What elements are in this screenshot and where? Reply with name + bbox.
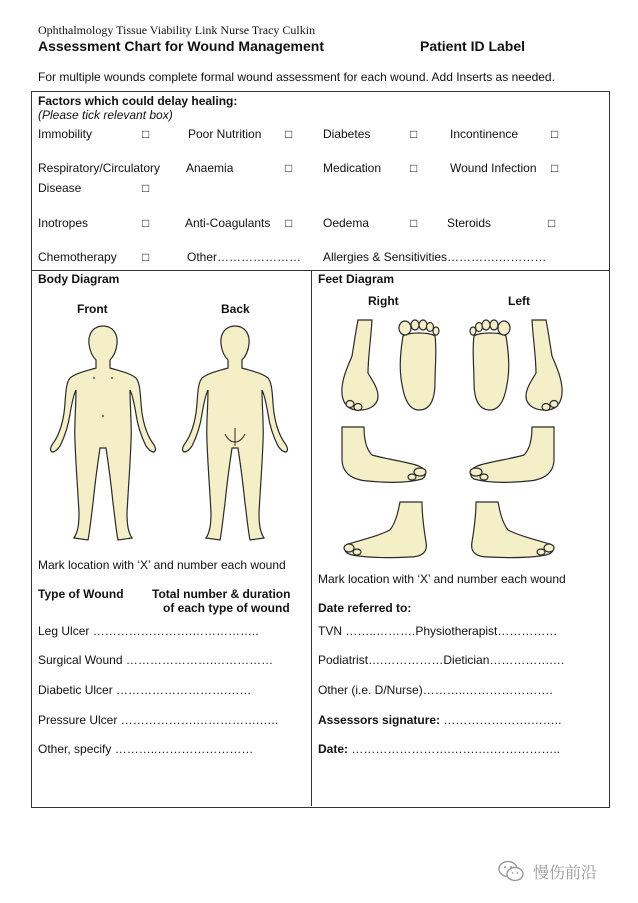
checkbox-diabetes[interactable]: □ — [410, 127, 418, 141]
factor-incontinence: Incontinence — [450, 127, 519, 141]
diabetic-ulcer-field[interactable]: Diabetic Ulcer ……………………….…… — [38, 683, 252, 697]
left-foot-side-view[interactable] — [516, 318, 566, 413]
feet-diagram-heading: Feet Diagram — [318, 272, 395, 286]
factor-chemotherapy: Chemotherapy — [38, 250, 117, 264]
checkbox-immobility[interactable]: □ — [142, 127, 150, 141]
body-diagram-heading: Body Diagram — [38, 272, 120, 286]
checkbox-respiratory[interactable]: □ — [142, 181, 150, 195]
left-label: Left — [508, 294, 530, 308]
total-heading-2: of each type of wound — [163, 601, 290, 615]
checkbox-anaemia[interactable]: □ — [285, 161, 293, 175]
right-foot-side-view[interactable] — [338, 318, 388, 413]
factor-disease: Disease — [38, 181, 82, 195]
pressure-ulcer-field[interactable]: Pressure Ulcer ……………….…………….….. — [38, 713, 279, 727]
right-foot-outer-view[interactable] — [340, 500, 435, 560]
left-foot-outer-view[interactable] — [463, 500, 558, 560]
body-mark-note: Mark location with ‘X’ and number each wound — [38, 558, 286, 572]
podiatrist-dietician-field[interactable]: Podiatrist….……………Dietician…………….… — [318, 653, 565, 667]
factor-diabetes: Diabetes — [323, 127, 371, 141]
body-back-figure[interactable] — [170, 318, 300, 543]
other-referral-field[interactable]: Other (i.e. D/Nurse)………..…………………. — [318, 683, 553, 697]
checkbox-oedema[interactable]: □ — [410, 216, 418, 230]
factor-other-field[interactable]: Other………………… — [187, 250, 302, 264]
factors-divider — [31, 270, 609, 271]
watermark-text: 慢伤前沿 — [533, 865, 598, 882]
factor-anaemia: Anaemia — [186, 161, 234, 175]
other-specify-field[interactable]: Other, specify ………..…………………… — [38, 742, 254, 756]
referral-heading: Date referred to: — [318, 601, 412, 615]
factor-inotropes: Inotropes — [38, 216, 89, 230]
checkbox-steroids[interactable]: □ — [548, 216, 556, 230]
department-line: Ophthalmology Tissue Viability Link Nurse Tracy Culkin — [38, 23, 316, 37]
back-label: Back — [221, 302, 250, 316]
checkbox-inotropes[interactable]: □ — [142, 216, 150, 230]
date-field[interactable] — [318, 742, 560, 756]
factor-anti-coagulants: Anti-Coagulants — [185, 216, 271, 230]
factor-steroids: Steroids — [447, 216, 492, 230]
checkbox-poor-nutrition[interactable]: □ — [285, 127, 293, 141]
wechat-icon — [498, 860, 524, 882]
factor-poor-nutrition: Poor Nutrition — [188, 127, 262, 141]
factor-oedema: Oedema — [323, 216, 370, 230]
feet-mark-note: Mark location with ‘X’ and number each wound — [318, 572, 566, 586]
checkbox-incontinence[interactable]: □ — [551, 127, 559, 141]
column-divider — [311, 270, 312, 806]
checkbox-anti-coagulants[interactable]: □ — [285, 216, 293, 230]
left-foot-top-view[interactable] — [468, 425, 558, 485]
body-front-figure[interactable] — [38, 318, 168, 543]
factors-heading: Factors which could delay healing: — [38, 94, 238, 108]
assessor-signature-label: Assessors signature: — [318, 713, 441, 727]
page-title: Assessment Chart for Wound Management — [38, 38, 325, 54]
wound-type-heading: Type of Wound — [38, 587, 124, 601]
factor-medication: Medication — [323, 161, 382, 175]
right-foot-top-view[interactable] — [338, 425, 428, 485]
factor-wound-infection: Wound Infection — [450, 161, 537, 175]
total-heading-1: Total number & duration — [152, 587, 291, 601]
checkbox-medication[interactable]: □ — [410, 161, 418, 175]
surgical-wound-field[interactable]: Surgical Wound ………………….…………… — [38, 653, 274, 667]
factor-immobility: Immobility — [38, 127, 93, 141]
checkbox-wound-infection[interactable]: □ — [551, 161, 559, 175]
allergies-field[interactable]: Allergies & Sensitivities………….………… — [323, 250, 547, 264]
date-dots: …………………….…….….…………….. — [348, 742, 561, 756]
right-foot-sole-view[interactable] — [393, 318, 443, 413]
right-label: Right — [368, 294, 399, 308]
factors-subheading: (Please tick relevant box) — [38, 108, 173, 122]
assessor-signature-field[interactable] — [318, 713, 561, 727]
checkbox-chemotherapy[interactable]: □ — [142, 250, 150, 264]
left-foot-sole-view[interactable] — [466, 318, 516, 413]
instruction-text: For multiple wounds complete formal wound assessment for each wound. Add Inserts as needed. — [38, 70, 555, 84]
date-label: Date: — [318, 742, 349, 756]
assessor-signature-dots: ………………….…….. — [440, 713, 562, 727]
factor-respiratory: Respiratory/Circulatory — [38, 161, 161, 175]
patient-id-label: Patient ID Label — [420, 38, 526, 54]
front-label: Front — [77, 302, 108, 316]
tvn-physio-field[interactable]: TVN ……..……….Physiotherapist…………… — [318, 624, 558, 638]
leg-ulcer-field[interactable]: Leg Ulcer …………………….…………….. — [38, 624, 259, 638]
